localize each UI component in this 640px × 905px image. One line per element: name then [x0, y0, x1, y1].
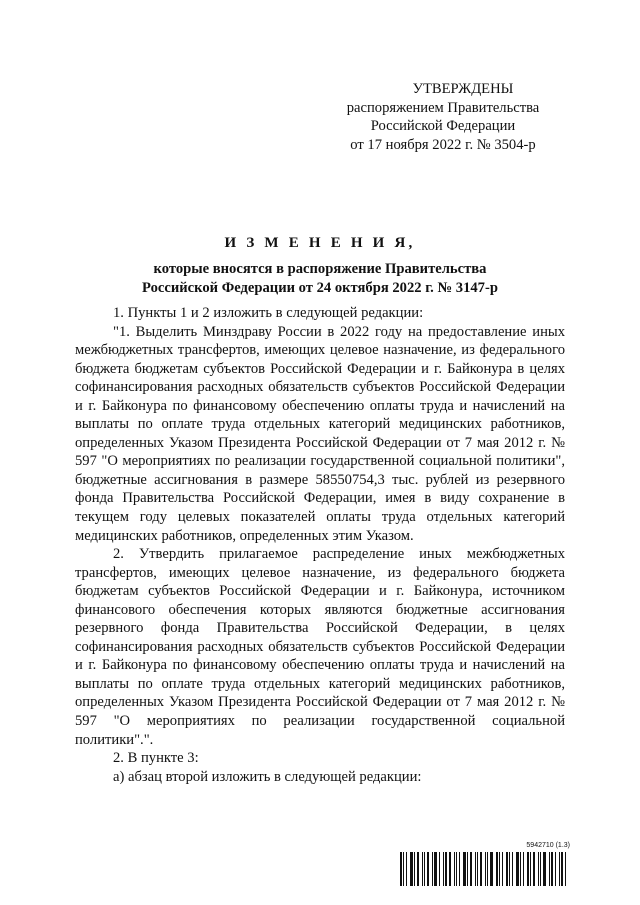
approval-line-2: Российской Федерации	[370, 118, 516, 134]
barcode-bar	[422, 852, 423, 886]
barcode-bar	[538, 852, 539, 886]
approval-line-3: от 17 ноября 2022 г. № 3504-р	[350, 136, 536, 153]
barcode-bar	[406, 852, 407, 886]
barcode-bar	[549, 852, 550, 886]
barcode-bar	[432, 852, 433, 886]
barcode-bar	[520, 852, 521, 886]
barcode-bar	[439, 852, 440, 886]
barcode-bar	[487, 852, 488, 886]
barcode-bar	[555, 852, 556, 886]
barcode-bar	[449, 852, 451, 886]
barcode-bar	[490, 852, 493, 886]
barcode-bar	[516, 852, 519, 886]
barcode-bar	[543, 852, 546, 886]
approval-heading: УТВЕРЖДЕНЫ	[412, 81, 514, 97]
paragraph: 2. В пункте 3:	[113, 750, 199, 767]
barcode-bar	[565, 852, 566, 886]
barcode-bar	[467, 852, 468, 886]
barcode-bar	[540, 852, 541, 886]
paragraph: "1. Выделить Минздраву России в 2022 году на предоставление иных межбюджетных трансфертов, имеющих целевое назначение, из федерального бюджета бюджетам субъектов Российской Федерации и г. Байконура в целях софинансирования расходных обязательств субъектов Российской Федерации и г. Байконура по финансовому обеспечению оплаты труда и начислений на выплаты по оплате труда отдельных категорий медицинских работников, определенных Указом Президента Российской Федерации от 7 мая 2012 г. № 597 "О мероприятиях по реализации государственной социальной политики", бюджетные ассигнования в размере 58550754,3 тыс. рублей из резервного фонда Правительства Российской Федерации, имея в виду сохранение в текущем году целевых показателей оплаты труда отдельных категорий медицинских работников, определенных этим Указом.	[75, 323, 565, 544]
barcode-bar	[551, 852, 553, 886]
barcode-bar	[424, 852, 425, 886]
title-main: И З М Е Н Е Н И Я,	[224, 235, 416, 251]
document-title	[75, 234, 565, 297]
barcode-bar	[445, 852, 447, 886]
title-subtitle-line-2: Российской Федерации от 24 октября 2022 г. № 3147-р	[142, 279, 498, 296]
barcode-bar	[527, 852, 529, 886]
barcode-bar	[403, 852, 404, 886]
paragraph: а) абзац второй изложить в следующей редакции:	[113, 768, 422, 785]
paragraph: 2. Утвердить прилагаемое распределение иных межбюджетных трансфертов, имеющих целевое назначение, из федерального бюджета бюджетам субъектов Российской Федерации и г. Байконура, источником финансового обеспечения которых являются бюджетные ассигнования резервного фонда Правительства Российской Федерации, в целях софинансирования расходных обязательств субъектов Российской Федерации и г. Байконура по финансовому обеспечению оплаты труда и начислений на выплаты по оплате труда отдельных категорий медицинских работников, определенных Указом Президента Российской Федерации от 7 мая 2012 г. № 597 "О мероприятиях по реализации государственной социальной политики".".	[75, 546, 565, 748]
barcode-bar	[512, 852, 513, 886]
barcode-bar	[561, 852, 563, 886]
barcode-bar	[506, 852, 508, 886]
approval-block	[328, 80, 558, 154]
barcode-bar	[485, 852, 486, 886]
barcode-bar	[427, 852, 429, 886]
barcode-bar	[459, 852, 460, 886]
barcode-bar	[463, 852, 466, 886]
title-subtitle-line-1: которые вносятся в распоряжение Правительства	[153, 261, 487, 277]
barcode-bar	[496, 852, 498, 886]
barcode-bar	[523, 852, 524, 886]
barcode-bar	[414, 852, 415, 886]
barcode-bar	[559, 852, 560, 886]
barcode	[400, 852, 570, 886]
barcode-bar	[533, 852, 535, 886]
barcode-bar	[456, 852, 457, 886]
barcode-bar	[475, 852, 476, 886]
document-body	[75, 304, 565, 786]
barcode-bar	[434, 852, 437, 886]
barcode-bar	[454, 852, 455, 886]
barcode-bar	[477, 852, 478, 886]
barcode-bar	[400, 852, 402, 886]
paragraph: 1. Пункты 1 и 2 изложить в следующей редакции:	[113, 305, 424, 321]
barcode-bar	[509, 852, 510, 886]
approval-line-1: распоряжением Правительства	[346, 99, 540, 116]
barcode-bar	[480, 852, 482, 886]
barcode-bar	[443, 852, 444, 886]
document-code: 5942710 (1.3)	[526, 842, 570, 849]
barcode-bar	[499, 852, 500, 886]
title-subtitle	[75, 260, 565, 297]
barcode-bar	[502, 852, 503, 886]
barcode-bar	[470, 852, 472, 886]
barcode-bar	[417, 852, 419, 886]
barcode-bar	[410, 852, 413, 886]
barcode-bar	[530, 852, 531, 886]
document-footer	[400, 842, 570, 892]
